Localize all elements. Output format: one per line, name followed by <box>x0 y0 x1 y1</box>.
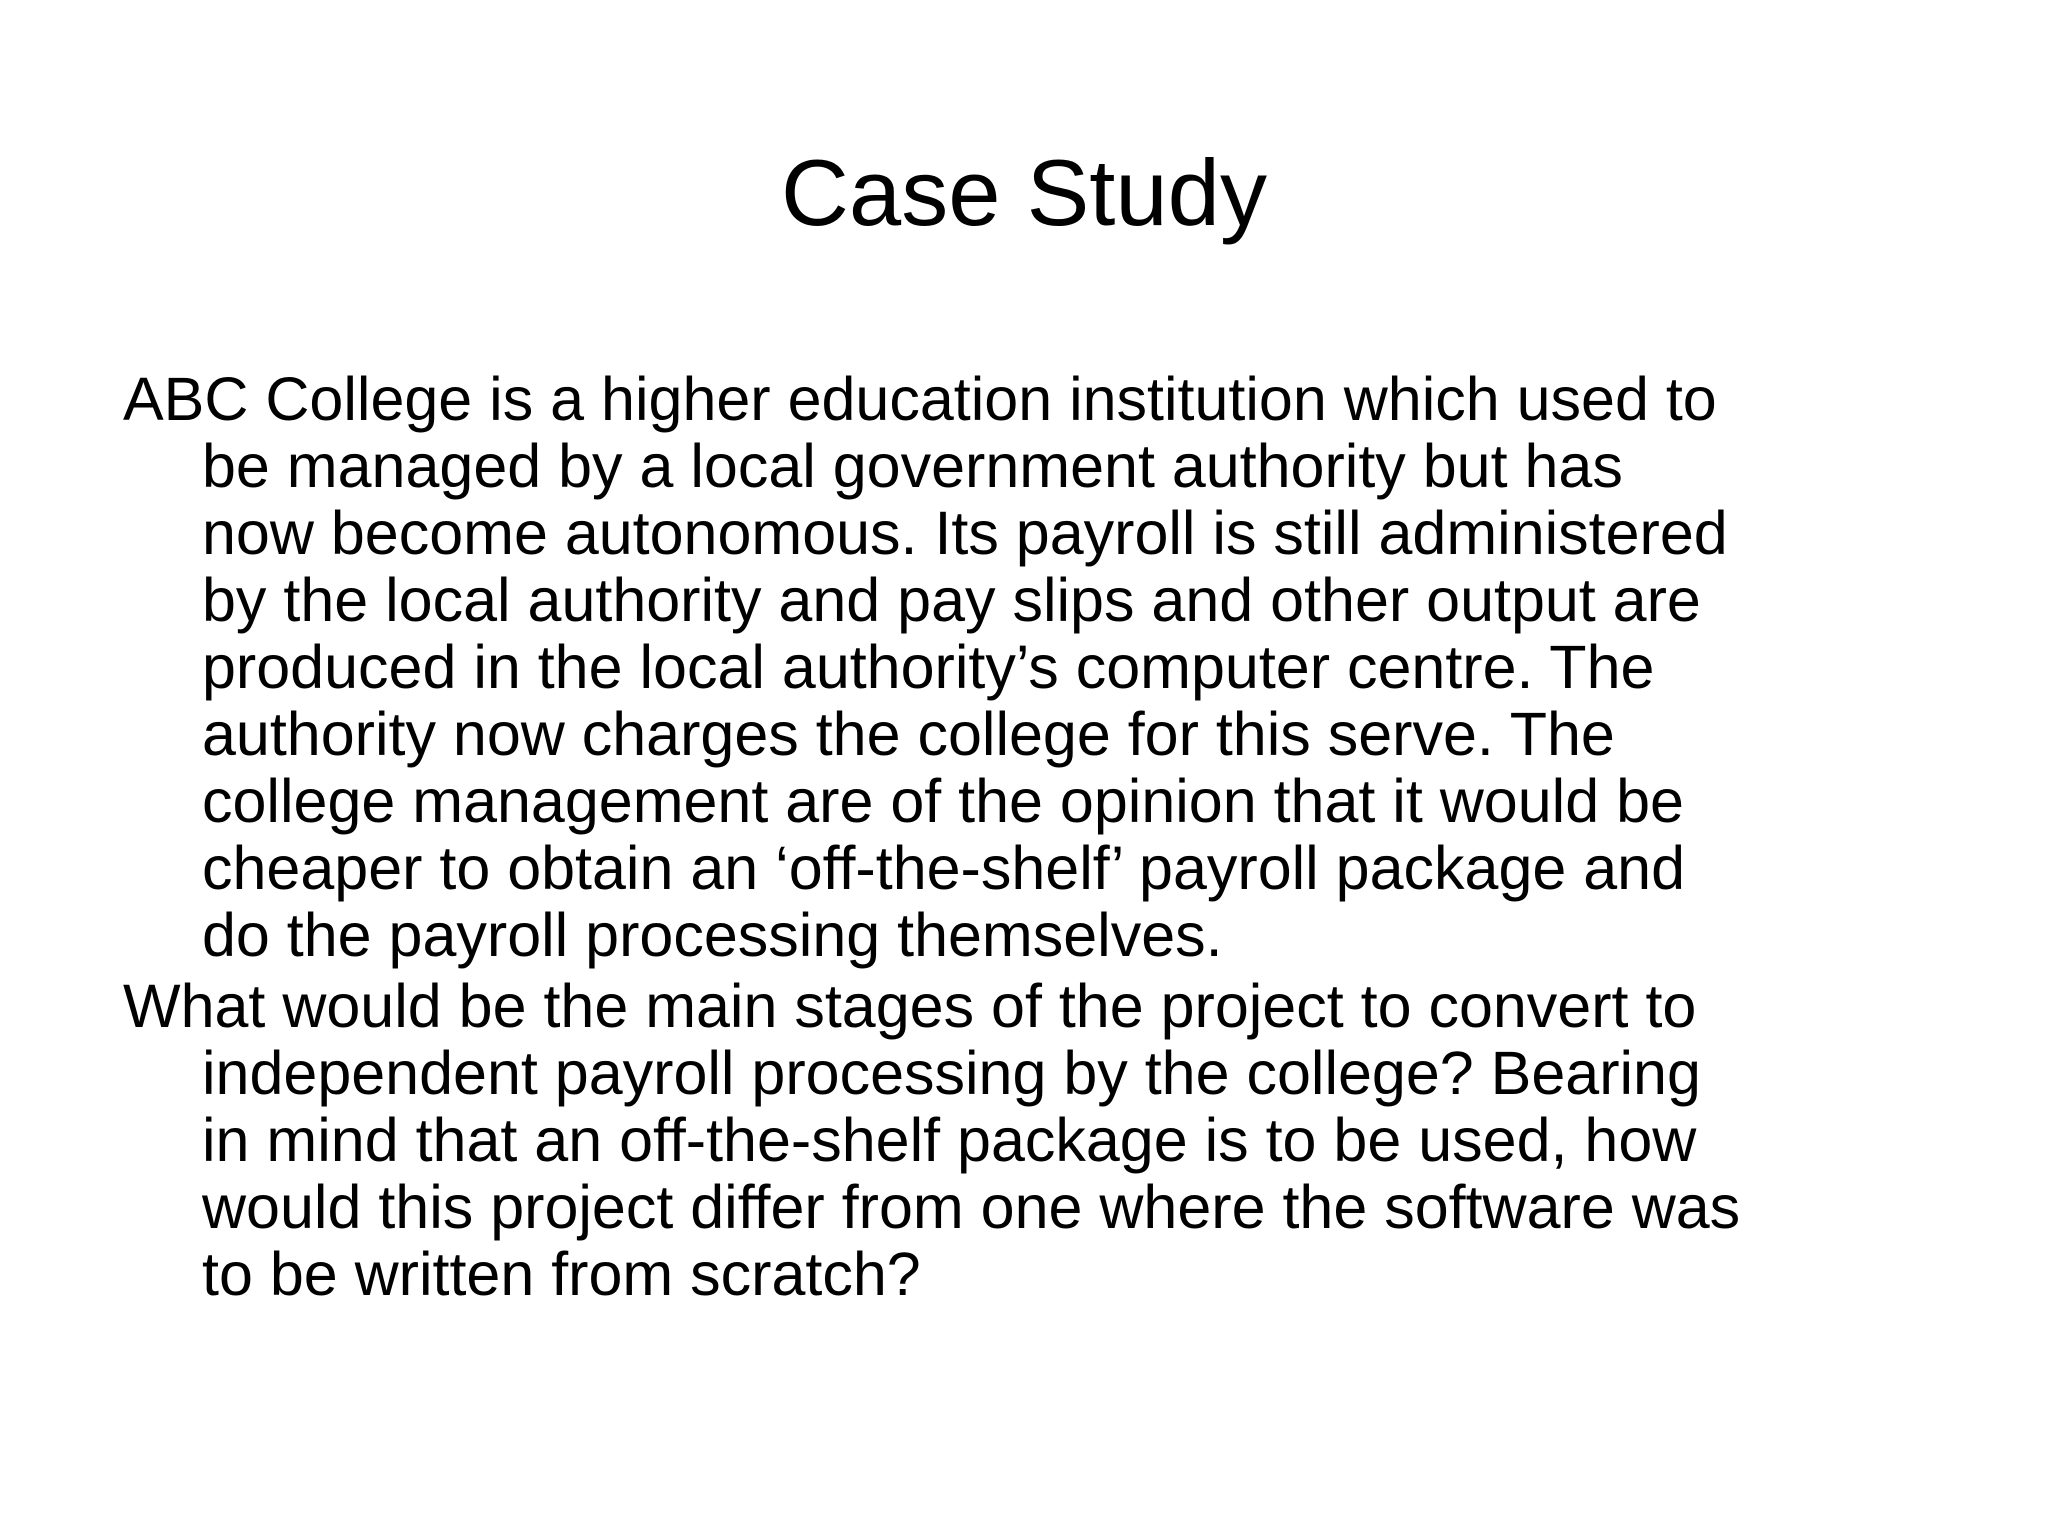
paragraph-line: ABC College is a higher education institution which used to <box>123 365 1717 433</box>
paragraph-line: college management are of the opinion that it would be <box>202 767 1684 835</box>
paragraph-line: What would be the main stages of the project to convert to <box>123 972 1697 1040</box>
paragraph-line: authority now charges the college for this serve. The <box>202 700 1615 768</box>
paragraph-line: cheaper to obtain an ‘off-the-shelf’ payroll package and <box>202 834 1686 902</box>
case-question-paragraph <box>123 973 1963 1308</box>
slide-title: Case Study <box>781 140 1267 245</box>
paragraph-line: independent payroll processing by the college? Bearing <box>202 1039 1701 1107</box>
paragraph-line: now become autonomous. Its payroll is still administered <box>202 499 1728 567</box>
slide-body <box>123 366 1963 1312</box>
paragraph-line: in mind that an off-the-shelf package is to be used, how <box>202 1106 1697 1174</box>
case-description-paragraph <box>123 366 1963 969</box>
paragraph-line: be managed by a local government authority but has <box>202 432 1623 500</box>
paragraph-line: by the local authority and pay slips and other output are <box>202 566 1701 634</box>
paragraph-line: would this project differ from one where the software was <box>202 1173 1741 1241</box>
paragraph-line: produced in the local authority’s computer centre. The <box>202 633 1655 701</box>
paragraph-line: do the payroll processing themselves. <box>202 901 1223 969</box>
paragraph-line: to be written from scratch? <box>202 1240 921 1308</box>
